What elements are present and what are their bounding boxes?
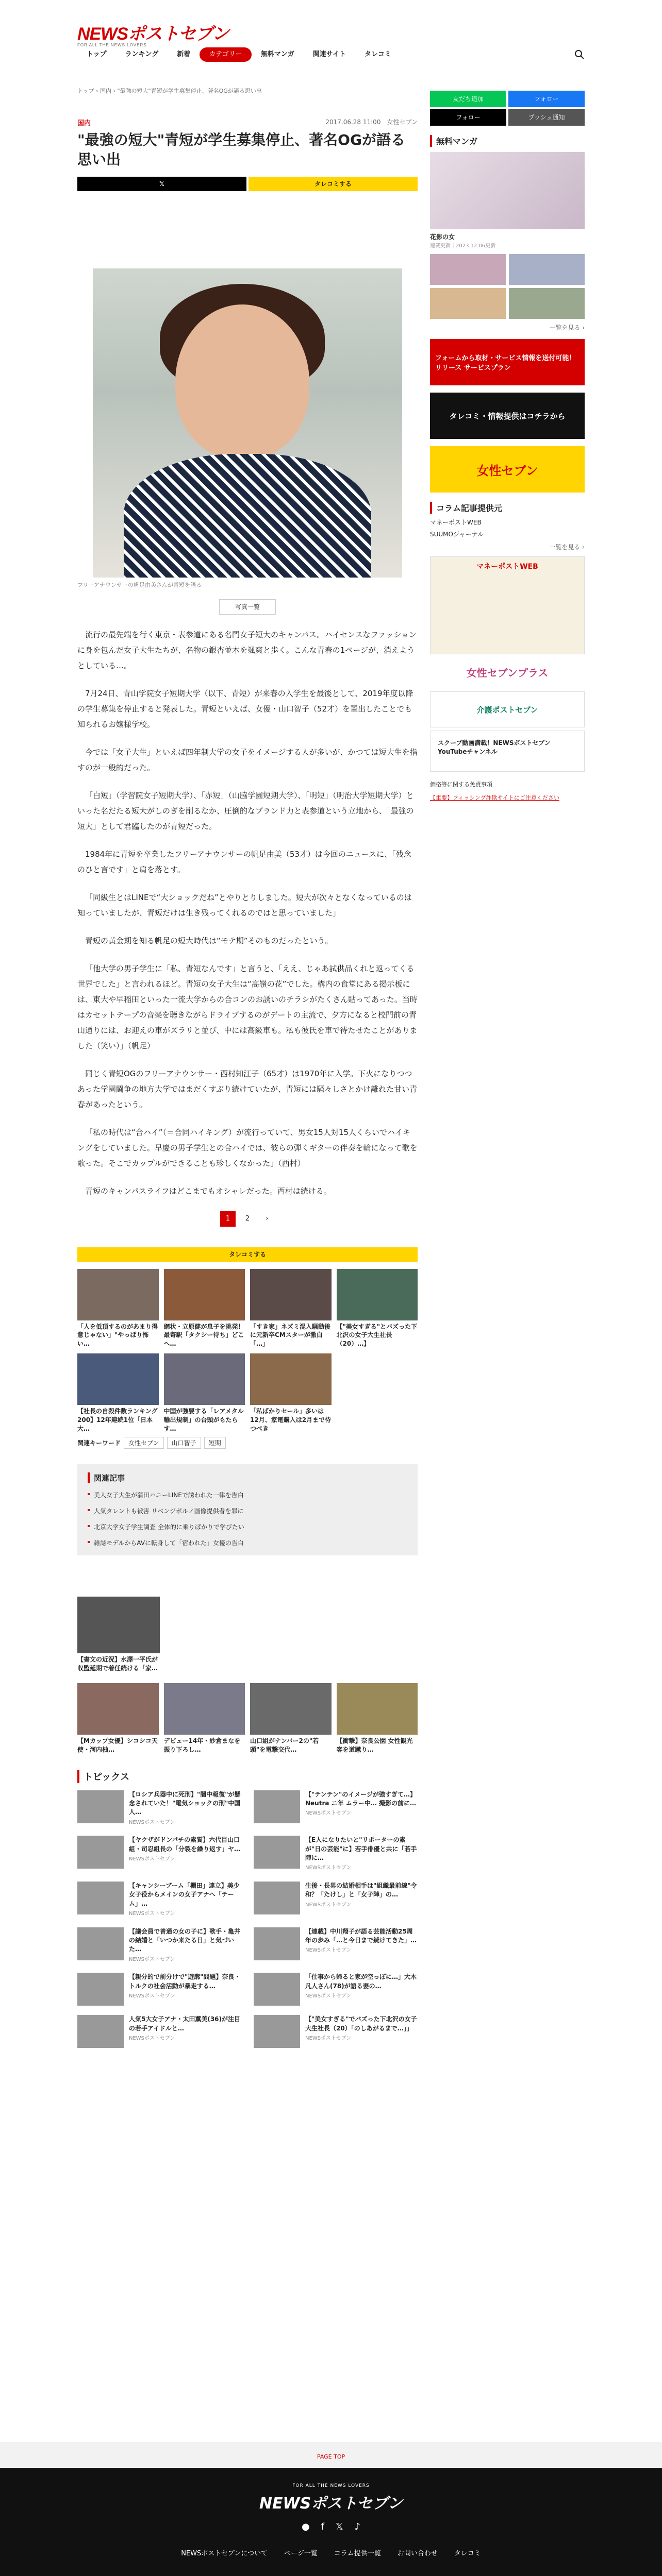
footer-tagline: FOR ALL THE NEWS LOVERS bbox=[292, 2483, 370, 2488]
facebook-follow-button[interactable]: フォロー bbox=[508, 91, 585, 107]
topic-item[interactable]: 【親分的で前分けで"遊廓"問題】奈良・トルクの社会活動が暴走する… NEWSポストセブン bbox=[77, 1973, 241, 2006]
row2-card[interactable]: 【衝撃】奈良公園 女性観光客を道蹴り… bbox=[337, 1683, 418, 1754]
column-item[interactable]: SUUMOジャーナル bbox=[430, 531, 484, 538]
keyword-tag[interactable]: 女性セブン bbox=[124, 1437, 164, 1449]
recommend-card[interactable]: 中国が強要する「レアメタル輸出規制」の台頭がもたらす… bbox=[164, 1353, 245, 1433]
manga-sub: 連載更新｜2023.12.06更新 bbox=[430, 243, 496, 249]
recommend-card[interactable]: 網状・立原健が息子を挑発！最寄駅「タクシー待ち」どこへ… bbox=[164, 1269, 245, 1348]
related-title: 関連記事 bbox=[88, 1472, 407, 1483]
josei-plus-banner[interactable]: 女性セブンプラス bbox=[466, 667, 549, 679]
row2-card[interactable]: デビュー14年・紗倉まなを振り下ろし… bbox=[164, 1683, 245, 1754]
paragraph: 7月24日、青山学院女子短期大学（以下、青短）が来春の入学生を最後として、2019年度以降の学生募集を停止すると発表した。青短といえば、女優・山口智子（52才）を輩出したことでも知られるお嬢様学校。 bbox=[77, 688, 413, 729]
row2-grid bbox=[77, 1683, 418, 1754]
footer bbox=[0, 2468, 662, 2576]
nav-related[interactable]: 関連サイト bbox=[312, 50, 346, 58]
bell-icon[interactable]: ♪ bbox=[354, 2521, 361, 2532]
paragraph: 青短のキャンパスライフはどこまでもオシャレだった。西村は続ける。 bbox=[85, 1186, 332, 1196]
page-1[interactable]: 1 bbox=[220, 1211, 236, 1227]
hero-photo[interactable] bbox=[93, 268, 402, 578]
pagination bbox=[77, 1211, 418, 1227]
topics-grid bbox=[77, 1790, 418, 2048]
topic-item[interactable]: 【議会員で普通の女の子に】歌手・亀井の結婚と「いつか来たる日」と気づいた… NEWSポストセブン bbox=[77, 1927, 241, 1964]
paragraph: 「私の時代は“合ハイ”（＝合同ハイキング）が流行っていて、男女15人対15人くらいでハイキングをしていました。早慶の男子学生との合ハイでは、彼らの弾くギターの伴奏を輪になって歌を歌った。そこでカップルができることも珍しくなかった」（西村） bbox=[77, 1127, 418, 1168]
recommend-card[interactable]: 「人を低頂するのがあまり得意じゃない」"やっぱり怖い… bbox=[77, 1269, 159, 1348]
footer-link[interactable]: コラム提供一覧 bbox=[334, 2550, 381, 2557]
topic-item[interactable]: 【"美女すぎる"でバズった下北沢の女子大生社長（20）「のしあがるまで…」」 NEWSポストセブン bbox=[254, 2015, 418, 2048]
topic-item[interactable]: 【"テンテン"のイメージが強すぎて…】Neutra ニ年 ムラー中… 撮影の前に… NEWSポストセブン bbox=[254, 1790, 418, 1827]
line-add-button[interactable]: 友だち追加 bbox=[430, 91, 506, 107]
article-date: 2017.06.28 11:00 bbox=[325, 118, 381, 126]
nav-ranking[interactable]: ランキング bbox=[125, 50, 159, 58]
paragraph: 今では「女子大生」といえば四年制大学の女子をイメージする人が多いが、かつては短大生を指すのが一般的だった。 bbox=[77, 747, 418, 772]
release-banner[interactable]: フォームから取材・サービス情報を送付可能！リリース サービスプラン bbox=[430, 339, 585, 385]
related-item[interactable]: 人気タレントも被害 リベンジポルノ画像提供者を罪に bbox=[88, 1506, 407, 1515]
topic-item[interactable]: 【E人になりたいと"リポーターの素が"日の芸能"に】若手俳優と共に「若手陣に… NEWSポストセブン bbox=[254, 1836, 418, 1872]
nav-manga[interactable]: 無料マンガ bbox=[260, 50, 294, 58]
share-x-button[interactable]: 𝕏 bbox=[77, 177, 246, 191]
breadcrumb[interactable]: トップ › 国内 › "最強の短大"青短が学生募集停止、著名OGが語る思い出 bbox=[77, 88, 262, 94]
manga-cover[interactable] bbox=[430, 152, 585, 229]
nav-new[interactable]: 新着 bbox=[177, 50, 191, 58]
article-title: "最強の短大"青短が学生募集停止、著名OGが語る思い出 bbox=[77, 131, 405, 168]
manga-thumb[interactable] bbox=[430, 254, 506, 285]
push-notify-button[interactable]: プッシュ通知 bbox=[508, 109, 585, 126]
footer-link[interactable]: お問い合わせ bbox=[397, 2550, 438, 2557]
manga-thumbs bbox=[430, 254, 585, 319]
mid-card[interactable]: 【書文の近況】水澤一平氏が収監延期で着任続ける「家… bbox=[77, 1597, 160, 1673]
row2-card[interactable]: 【Mカップ女優】シコシコ天使・河内柚… bbox=[77, 1683, 159, 1754]
recommend-card[interactable]: 「すき家」ネズミ混入騒動後に元新卒CMスターが激白「…」 bbox=[250, 1269, 332, 1348]
keyword-tag[interactable]: 山口智子 bbox=[167, 1437, 201, 1449]
page-2[interactable]: 2 bbox=[245, 1214, 250, 1223]
josei-seven-banner[interactable]: 女性セブン bbox=[430, 446, 585, 493]
nav-category[interactable]: カテゴリー bbox=[200, 47, 251, 62]
footer-logo[interactable]: NEWSポストセブン bbox=[259, 2495, 403, 2513]
footer-social bbox=[0, 2521, 662, 2532]
recommend-card[interactable]: 【社長の自殺件数ランキング200】12年連続1位「日本大… bbox=[77, 1353, 159, 1433]
topic-item[interactable]: 【連載】中川翔子が語る芸能活動25周年の歩み「…と今日まで続けてきた」… NEWSポストセブン bbox=[254, 1927, 418, 1964]
keyword-tag[interactable]: 短期 bbox=[204, 1437, 226, 1449]
x-follow-button[interactable]: フォロー bbox=[430, 109, 506, 126]
nav-top[interactable]: トップ bbox=[87, 50, 107, 58]
topics-title: トピックス bbox=[77, 1770, 418, 1783]
topic-item[interactable]: 【ヤクザがドンパチの素質】六代目山口組・司忍組長の「分裂を繰り返す」ヤ… NEWSポストセブン bbox=[77, 1836, 241, 1872]
footer-link[interactable]: ページ一覧 bbox=[284, 2550, 318, 2557]
topic-item[interactable]: 【ロシア兵器中に死刑】"闇中報復"が懸念されていた！"電気ショックの刑"中国人… NEWSポストセブン bbox=[77, 1790, 241, 1827]
topic-item[interactable]: 「仕事から帰ると家が空っぽに…」大木凡人さん(78)が語る妻の… NEWSポストセブン bbox=[254, 1973, 418, 2006]
paragraph: 青短の黄金期を知る帆足の短大時代は“モテ期”そのものだったという。 bbox=[85, 936, 333, 945]
related-item[interactable]: 北京大学女子学生調査 全体的に乗りばかりで学びたい bbox=[88, 1522, 407, 1531]
footer-link[interactable]: タレコミ bbox=[454, 2550, 481, 2557]
photo-list-button[interactable]: 写真一覧 bbox=[219, 599, 276, 615]
footer-links bbox=[0, 2548, 662, 2557]
topic-item[interactable]: 人気5大女子アナ・太田薫美(36)が注目の若手アイドルと… NEWSポストセブン bbox=[77, 2015, 241, 2048]
nav-tarekomi[interactable]: タレコミ bbox=[364, 50, 391, 58]
related-item[interactable]: 雑誌モデルからAVに転身して「宿われた」女優の告白 bbox=[88, 1538, 407, 1547]
nav-wrap bbox=[77, 0, 585, 67]
topic-item[interactable]: 【キャンシーブーム「棚田」連立】美少女子役からメインの女子アナへ「テーム」… NEWSポストセブン bbox=[77, 1882, 241, 1918]
manga-thumb[interactable] bbox=[509, 288, 585, 319]
topic-item[interactable]: 生後・長男の結婚相手は"組織最前線"令和？「たけし」と「女子陣」の… NEWSポストセブン bbox=[254, 1882, 418, 1918]
moneypost-banner[interactable]: マネーポストWEB bbox=[430, 556, 585, 654]
facebook-icon[interactable]: f bbox=[321, 2521, 325, 2532]
manga-thumb[interactable] bbox=[509, 254, 585, 285]
column-more-link[interactable]: 一覧を見る › bbox=[549, 544, 585, 551]
paragraph: 1984年に青短を卒業したフリーアナウンサーの帆足由美（53才）は今回のニュースに、「残念のひと言です」と肩を落とす。 bbox=[77, 849, 411, 874]
manga-title: 無料マンガ bbox=[430, 135, 585, 147]
related-articles bbox=[77, 1464, 418, 1555]
x-icon[interactable]: 𝕏 bbox=[336, 2521, 343, 2532]
paragraph: 流行の最先端を行く東京・表参道にある名門女子短大のキャンパス。ハイセンスなファッションに身を包んだ女子大生たちが、名物の銀杏並木を颯爽と歩く。こんな青春の1ページが、消えようとしている…。 bbox=[77, 630, 417, 670]
youtube-banner[interactable]: スクープ動画満載！NEWSポストセブン YouTubeチャンネル bbox=[430, 731, 585, 772]
article-body bbox=[77, 627, 418, 1199]
photo-caption: フリーアナウンサーの帆足由美さんが青短を語る bbox=[77, 581, 202, 588]
keywords-label: 関連キーワード bbox=[77, 1439, 121, 1447]
keywords bbox=[77, 1437, 418, 1449]
recommend-card[interactable]: 【"美女すぎる"とバズった下北沢の女子大生社長（20）…】 bbox=[337, 1269, 418, 1348]
column-item[interactable]: マネーポストWEB bbox=[430, 519, 482, 526]
article-category[interactable]: 国内 bbox=[77, 120, 91, 127]
page-top-button[interactable]: PAGE TOP bbox=[0, 2442, 662, 2468]
related-item[interactable]: 美人女子大生が蒲田ハニーLINEで誘われた一律を告白 bbox=[88, 1490, 407, 1499]
manga-thumb[interactable] bbox=[430, 288, 506, 319]
tarekomi-banner[interactable]: タレコミ・情報提供はコチラから bbox=[430, 393, 585, 439]
kaigo-banner[interactable]: 介護ポストセブン bbox=[430, 691, 585, 727]
site-logo[interactable]: NEWSポストセブン FOR ALL THE NEWS LOVERS bbox=[77, 24, 229, 47]
paragraph: 同じく青短OGのフリーアナウンサー・西村知江子（65才）は1970年に入学。下火になりつつあった学園闘争の地方大学ではまだくすぶり続けていたが、青短には騒々しさとかけ離れた甘い青春があったという。 bbox=[77, 1069, 418, 1109]
disclaimer-link[interactable]: 価格等に関する免責事項 bbox=[430, 781, 492, 788]
tarekomi-bottom-button[interactable]: タレコミする bbox=[77, 1247, 418, 1262]
manga-more-link[interactable]: 一覧を見る › bbox=[549, 324, 585, 331]
page-next[interactable]: › bbox=[266, 1214, 269, 1223]
article-source[interactable]: 女性セブン bbox=[387, 118, 418, 126]
article-main bbox=[77, 87, 418, 2048]
paragraph: 「他大学の男子学生に「私、青短なんです」と言うと、「ええ、じゃあ試供品くれと返ってくる世界でした」と言われるほど。青短の女子大生は“高嶺の花”でした。構内の食堂にある掲示板には、東大や早稲田といった一流大学からの合コンのお誘いのチラシがたくさん貼ってあった。当時はカセットテープの音楽を聴きながらドライブするのがデートの主流で、夕方になると校門前の青山通りには、お迎えの車がズラリと並び、中には高級車も。私も彼氏を車で待たせたことがありました（笑い）」（帆足） bbox=[77, 963, 418, 1050]
manga-name[interactable]: 花影の女 bbox=[430, 233, 455, 241]
footer-link[interactable]: NEWSポストセブンについて bbox=[181, 2550, 268, 2557]
main-nav bbox=[77, 47, 401, 62]
paragraph: 「白短」（学習院女子短期大学）、「赤短」（山脇学園短期大学）、「明短」（明治大学短期大学）といった名だたる短大がしのぎを削るなか、圧倒的なブランド力と表参道という立地から、「最強の短大」として君臨したのが青短だった。 bbox=[77, 790, 414, 831]
recommend-card[interactable]: 「私ばかりセール」多いは12月、家電購入は2月まで待つべき bbox=[250, 1353, 332, 1433]
tarekomi-button[interactable]: タレコミする bbox=[249, 177, 418, 191]
paragraph: 「同級生とはLINEで“大ショックだね”とやりとりしました。短大が次々となくなっているのは知っていましたが、青短だけは生き残ってくれるのではと思っていました」 bbox=[77, 892, 412, 918]
recommend-grid bbox=[77, 1269, 418, 1433]
search-icon[interactable] bbox=[574, 49, 585, 60]
column-title: コラム記事提供元 bbox=[430, 502, 585, 514]
sidebar bbox=[430, 87, 585, 802]
line-icon[interactable]: ● bbox=[301, 2521, 310, 2532]
phishing-link[interactable]: 【重要】フィッシング詐欺サイトにご注意ください bbox=[430, 794, 559, 801]
row2-card[interactable]: 山口組がナンバー2の"若頭"を電撃交代… bbox=[250, 1683, 332, 1754]
